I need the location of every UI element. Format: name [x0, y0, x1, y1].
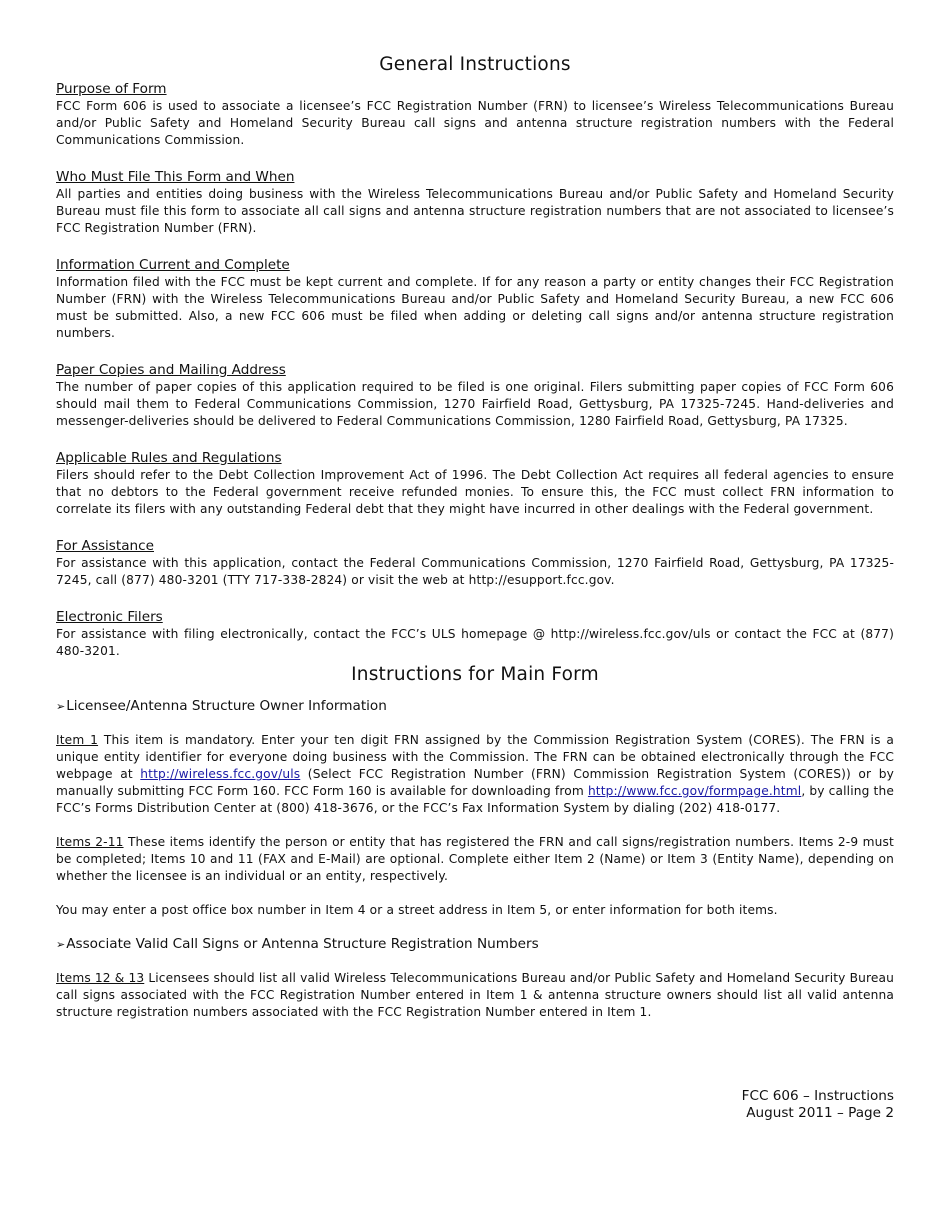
- main-form-instructions-title: Instructions for Main Form: [351, 664, 599, 685]
- item-text: These items identify the person or entity that has registered the FRN and call signs/registration numbers. Items 2-9 must be completed; Items 10 and 11 (FAX and E-Mail) are optional. Complete either Item 2 (Name) or Item 3 (Entity Name), depending on whether the licensee is an individual or an entity, respectively.: [56, 835, 894, 883]
- section-text: Information filed with the FCC must be kept current and complete. If for any reason a party or entity changes their FCC Registration Number (FRN) with the Wireless Telecommunications Bureau and/or Public Safety and Homeland Security Bureau, a new FCC 606 must be submitted. Also, a new FCC 606 must be filed when adding or deleting call signs and/or antenna structure registration numbers.: [56, 275, 894, 340]
- items-12-13-paragraph: [56, 970, 894, 1021]
- item-text: Licensees should list all valid Wireless Telecommunications Bureau and/or Public Safety and Homeland Security Bureau call signs associated with the FCC Registration Number entered in Item 1 & antenna structure owners should list all valid antenna structure registration numbers associated with the FCC Registration Number entered in Item 1.: [56, 971, 895, 1019]
- arrow-bullet-icon: ➢: [56, 938, 66, 951]
- section-heading: For Assistance: [56, 538, 154, 554]
- po-box-paragraph: You may enter a post office box number in Item 4 or a street address in Item 5, or enter information for both items.: [56, 903, 778, 917]
- document-page: [56, 52, 894, 1038]
- section-heading: Paper Copies and Mailing Address: [56, 362, 286, 378]
- section-applicable-rules: [56, 447, 894, 518]
- footer-date-page: August 2011 – Page 2: [746, 1105, 894, 1121]
- section-heading: Applicable Rules and Regulations: [56, 450, 282, 466]
- section-text: For assistance with this application, contact the Federal Communications Commission, 1270 Fairfield Road, Gettysburg, PA 17325-7245, call (877) 480-3201 (TTY 717-338-2824) or visit the web at http://esupport.fcc.gov.: [56, 556, 894, 587]
- item-label: Items 2-11: [56, 835, 124, 849]
- section-text: All parties and entities doing business with the Wireless Telecommunications Bureau and/or Public Safety and Homeland Security Bureau must file this form to associate all call signs and antenna structure registration numbers that are not associated to licensee’s FCC Registration Number (FRN).: [56, 187, 894, 235]
- section-text: The number of paper copies of this application required to be filed is one original. Filers submitting paper copies of FCC Form 606 should mail them to Federal Communications Commission, 1270 Fairfield Road, Gettysburg, PA 17325-7245. Hand-deliveries and messenger-deliveries should be delivered to Federal Communications Commission, 1280 Fairfield Road, Gettysburg, PA 17325.: [56, 380, 894, 428]
- section-information-current: [56, 254, 894, 342]
- section-purpose: [56, 78, 894, 149]
- item-text: , by calling the FCC’s Forms Distribution Center at (800) 418-3676, or the FCC’s Fax Information System by dialing (202) 418-0177.: [56, 784, 894, 815]
- subheading-licensee-info: [56, 698, 894, 715]
- section-paper-copies: [56, 359, 894, 430]
- arrow-bullet-icon: ➢: [56, 700, 66, 713]
- item-label: Items 12 & 13: [56, 971, 145, 985]
- section-text: For assistance with filing electronically, contact the FCC’s ULS homepage @ http://wireless.fcc.gov/uls or contact the FCC at (877) 480-3201.: [56, 627, 894, 658]
- section-heading: Electronic Filers: [56, 609, 163, 625]
- section-electronic-filers: [56, 606, 894, 660]
- general-instructions-title: General Instructions: [379, 54, 571, 75]
- section-who-must-file: [56, 166, 894, 237]
- footer-form-name: FCC 606 – Instructions: [741, 1088, 894, 1104]
- subheading-associate-call-signs: [56, 936, 894, 953]
- page-footer: [742, 1088, 894, 1122]
- formpage-link[interactable]: http://www.fcc.gov/formpage.html: [587, 784, 802, 798]
- section-text: FCC Form 606 is used to associate a licensee’s FCC Registration Number (FRN) to licensee’s Wireless Telecommunications Bureau and/or Public Safety and Homeland Security Bureau call signs and antenna structure registration numbers with the Federal Communications Commission.: [56, 99, 894, 147]
- item-text: (Select FCC Registration Number (FRN) Commission Registration System (CORES)) or by manually submitting FCC Form 160. FCC Form 160 is available for downloading from: [56, 767, 894, 798]
- section-text: Filers should refer to the Debt Collection Improvement Act of 1996. The Debt Collection Act requires all federal agencies to ensure that no debtors to the Federal government receive refunded monies. To ensure this, the FCC must collect FRN information to correlate its filers with any outstanding Federal debt that they might have incurred in other dealings with the Federal government.: [56, 468, 894, 516]
- section-heading: Information Current and Complete: [56, 257, 290, 273]
- item-1-paragraph: [56, 732, 894, 817]
- item-text: This item is mandatory. Enter your ten digit FRN assigned by the Commission Registration System (CORES). The FRN is a unique entity identifier for everyone doing business with the Commission. The FRN can be obtained electronically through the FCC webpage at: [56, 733, 894, 781]
- subheading-text: Associate Valid Call Signs or Antenna Structure Registration Numbers: [66, 936, 539, 952]
- uls-link[interactable]: http://wireless.fcc.gov/uls: [140, 767, 301, 781]
- section-heading: Who Must File This Form and When: [56, 169, 295, 185]
- subheading-text: Licensee/Antenna Structure Owner Information: [66, 698, 387, 714]
- section-heading: Purpose of Form: [56, 81, 167, 97]
- item-label: Item 1: [56, 733, 99, 747]
- section-for-assistance: [56, 535, 894, 589]
- items-2-11-paragraph: [56, 834, 894, 885]
